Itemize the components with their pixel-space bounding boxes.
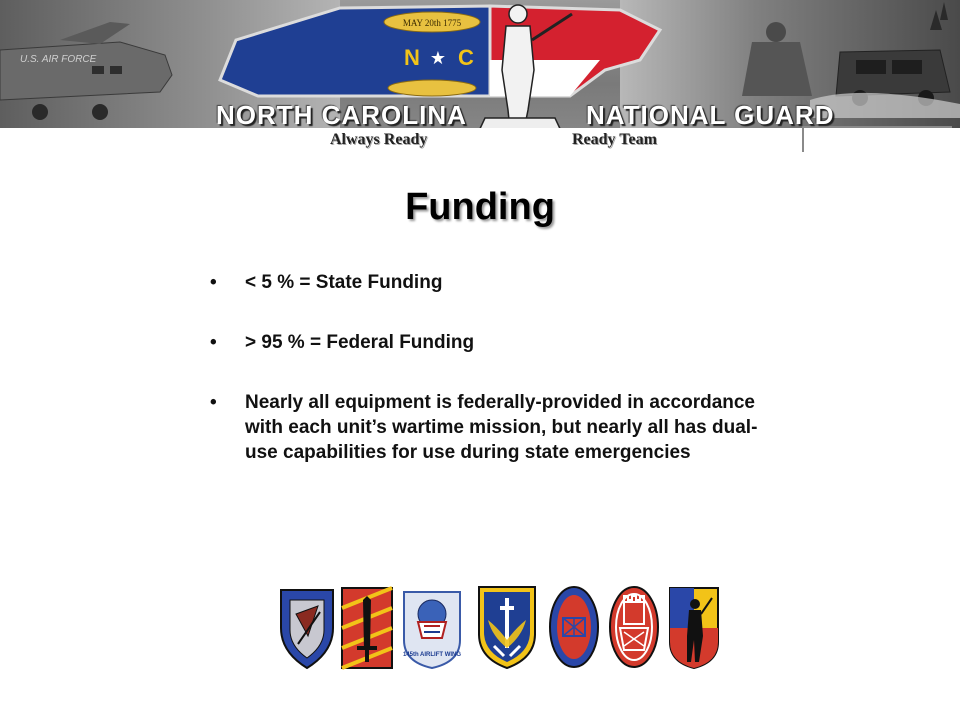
aircraft-image [0,22,172,120]
flag-initial-n: N [404,45,420,70]
banner-title-left: NORTH CAROLINA [216,100,467,130]
flag-initial-c: C [458,45,474,70]
slide-title: Funding [405,186,555,228]
bullet-text: < 5 % = State Funding [245,272,443,293]
banner-motto-left: Always Ready [330,131,428,148]
airlift-wing-patch-icon [400,584,464,670]
bullet-text: > 95 % = Federal Funding [245,332,475,353]
soldier-patch-icon [668,584,720,670]
header-banner [0,0,960,152]
bullet-text: Nearly all equipment is federally-provided in accordance with each unit’s wartime mission, but nearly all has dual-use capabilities for use during state emergencies [245,392,758,463]
nc-state-flag [220,6,660,96]
aircraft-marking: U.S. AIR FORCE [20,54,97,65]
banner-motto-right: Ready Team [572,131,657,148]
sword-patch-icon [340,584,394,670]
banner-title-right: NATIONAL GUARD [586,100,835,130]
shield-patch-icon [278,584,336,670]
bullet-item [205,270,765,295]
oval-lattice-patch-icon [548,584,600,670]
bullet-marker: • [210,392,217,413]
unit-patches-row [278,584,720,670]
bullet-marker: • [210,272,217,293]
tower-patch-icon [608,584,660,670]
star-icon: ★ [429,48,447,69]
bullet-item [205,330,765,355]
wings-patch-icon [476,584,538,670]
flag-date: MAY 20th 1775 [402,18,462,28]
bullet-list [205,270,765,465]
bullet-marker: • [210,332,217,353]
bullet-item [205,390,765,465]
airlift-wing-text: 145th AIRLIFT WING [402,652,462,658]
